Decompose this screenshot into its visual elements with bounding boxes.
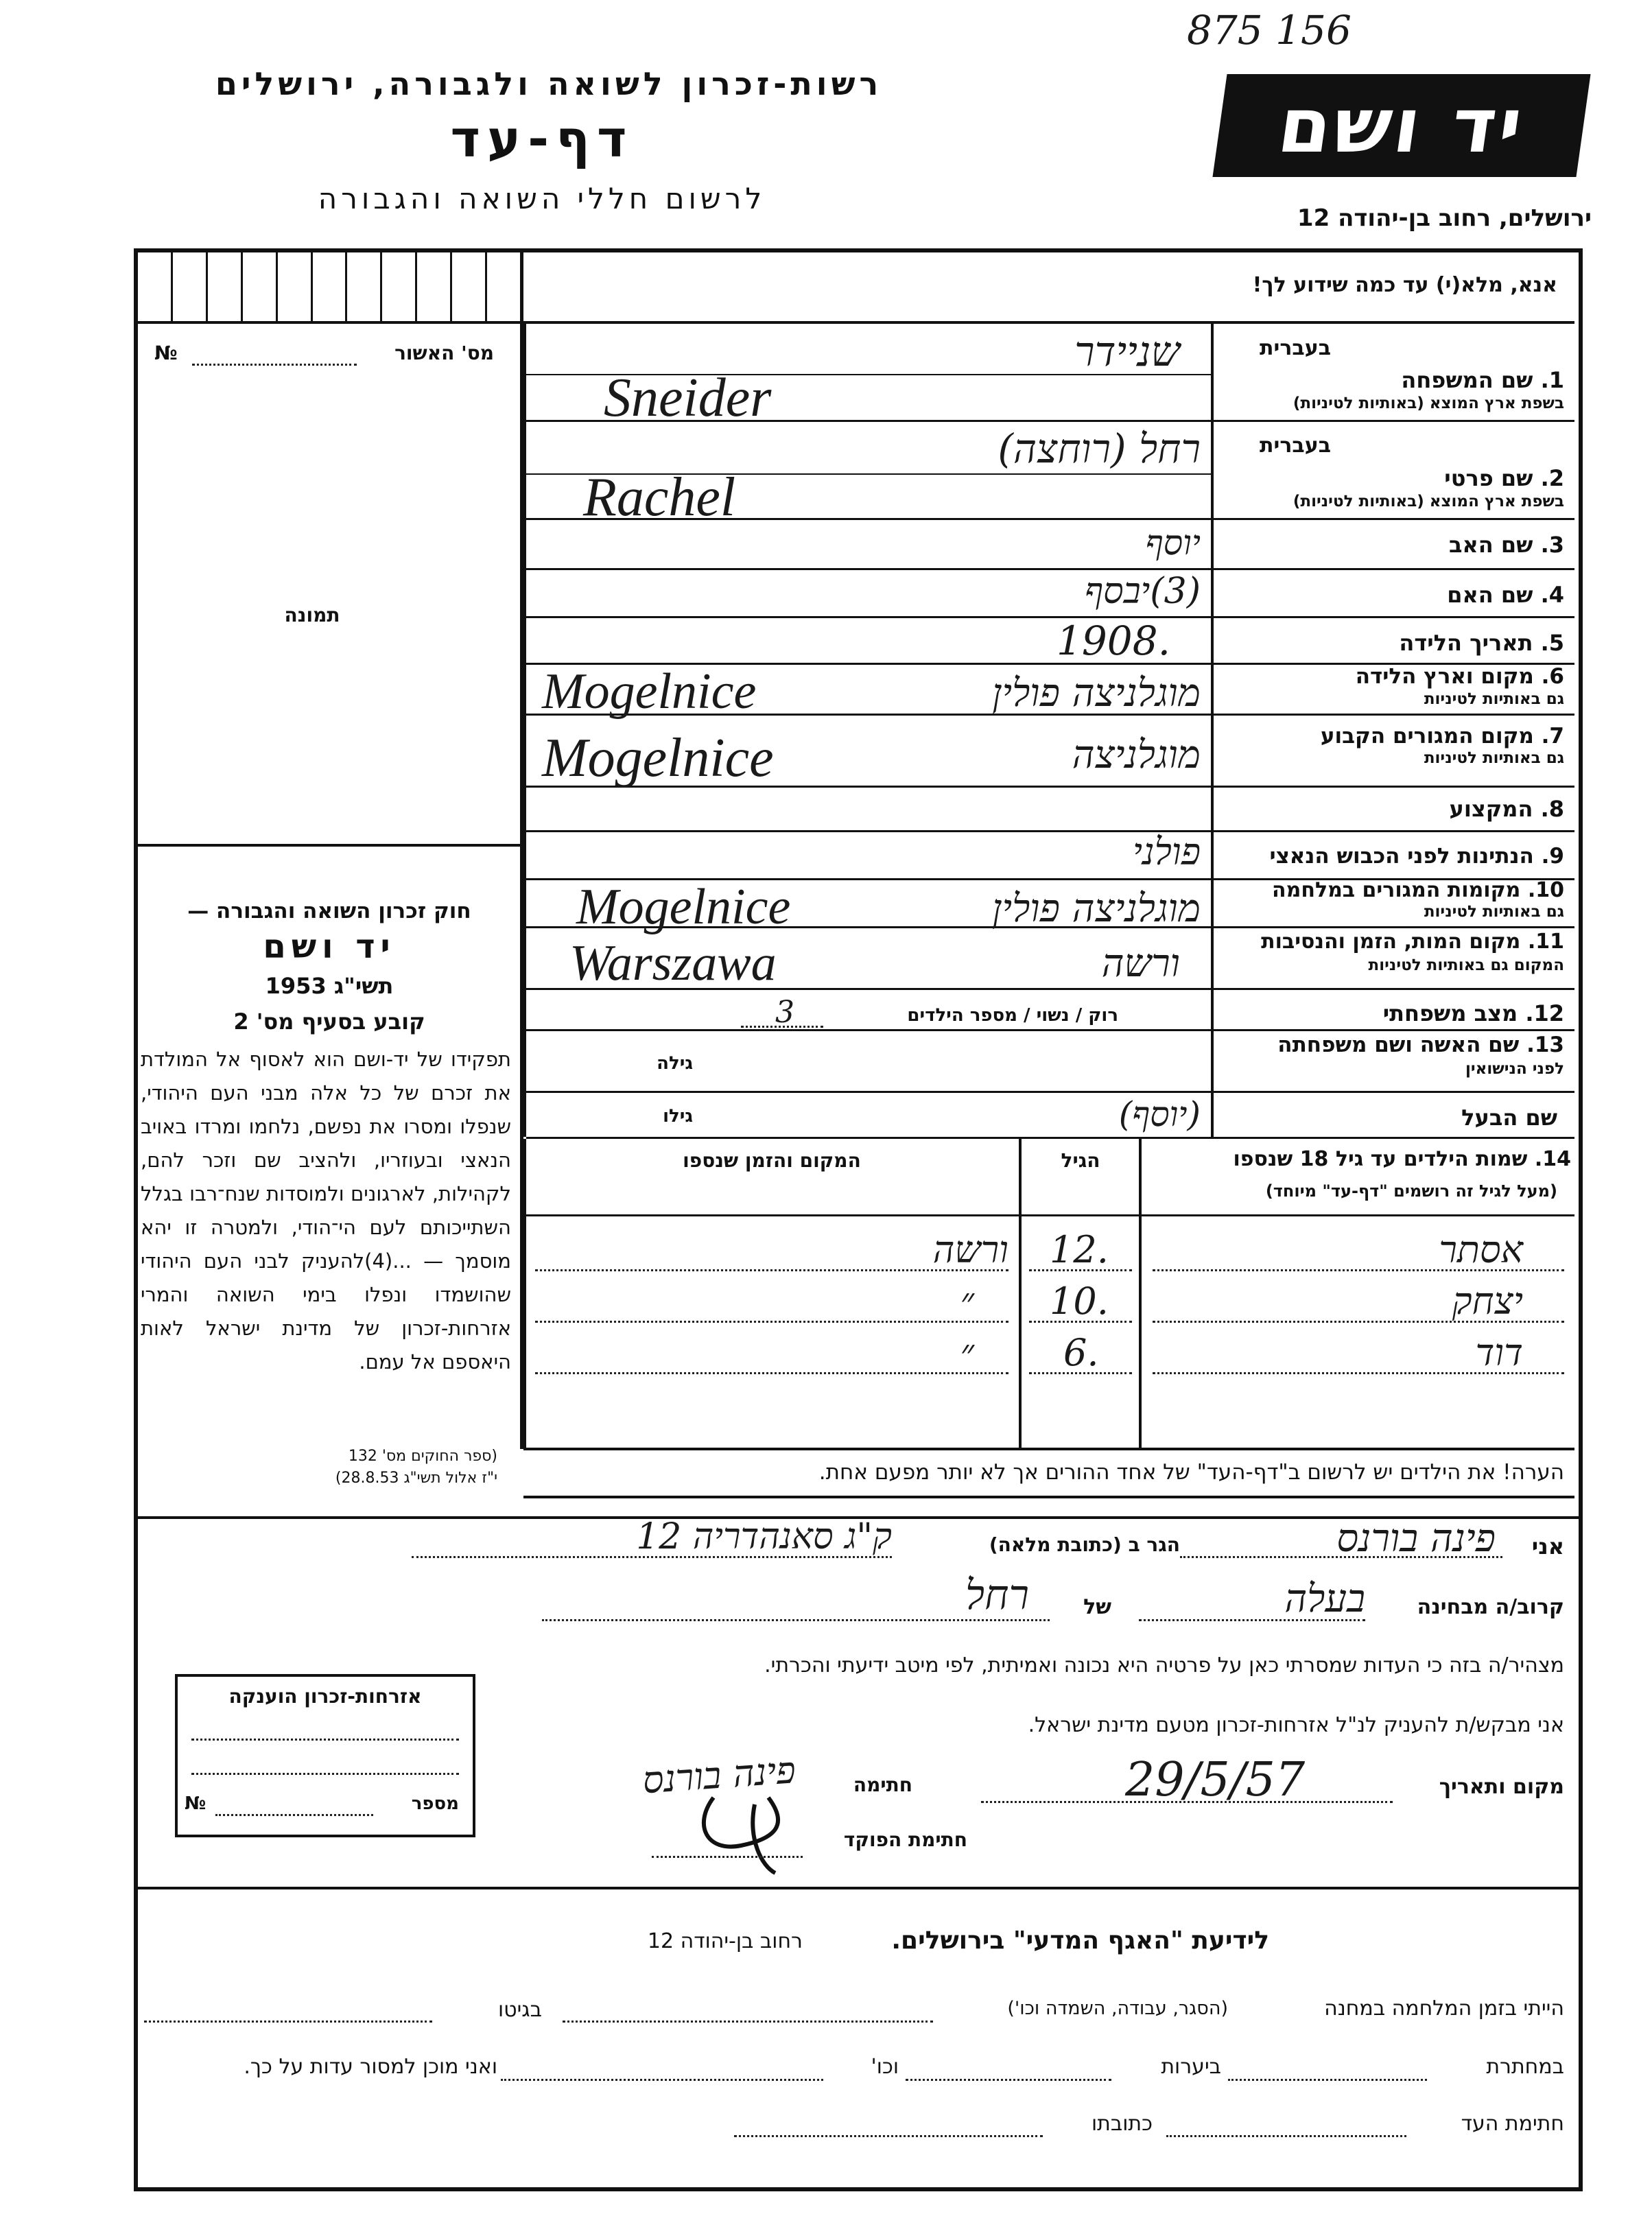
- decl-i-label: אני: [1531, 1533, 1564, 1559]
- field-2-note: בשפת ארץ המוצא (באותיות לטיניות): [1293, 493, 1564, 510]
- field-9-label: 9. הנתינות לפני הכבוש הנאצי: [1269, 844, 1564, 869]
- decl-residing-label: הגר ב (כתובת מלאה): [989, 1533, 1180, 1556]
- citizenship-number-label: מספר: [411, 1793, 459, 1814]
- field-7-value: מוגלניצה: [1072, 733, 1201, 777]
- footer-notice-address: רחוב בן-יהודה 12: [647, 1929, 803, 1953]
- field-6-latin-value: Mogelnice: [542, 663, 757, 720]
- field-11-latin-value: Warszawa: [569, 935, 777, 991]
- field-2-lang-label: בעברית: [1260, 434, 1331, 458]
- field-13-label: 13. שם האשה ושם משפחתה: [1277, 1033, 1564, 1057]
- law-year: תשי"ג 1953: [265, 973, 394, 999]
- field-1-label: 1. שם המשפחה: [1401, 367, 1564, 393]
- decl-relation-value: בעלה: [1284, 1577, 1365, 1621]
- child-3-name: דוד: [1475, 1331, 1523, 1374]
- archive-number: 875 156: [1187, 7, 1352, 54]
- husband-age-label: גילו: [663, 1106, 693, 1127]
- field-7-note: גם באותיות לטיניות: [1424, 749, 1564, 767]
- field-10-latin-value: Mogelnice: [576, 879, 791, 935]
- field-12-marital-options: רוק / נשוי / מספר הילדים: [907, 1005, 1118, 1026]
- children-age-header: הגיל: [1061, 1149, 1100, 1172]
- decl-statement: מצהיר/ה בזה כי העדות שמסרתי כאן על פרטיה היא נכונה ואמיתית, לפי מיטב ידיעתי והכרתי.: [764, 1653, 1564, 1677]
- footer-line2-b: ביערות: [1161, 2055, 1221, 2079]
- header-address: ירושלים, רחוב בן-יהודה 12: [1297, 204, 1592, 232]
- decl-i-value: פינה בורנס: [1336, 1516, 1496, 1561]
- form-intro: אנא, מלא(י) עד כמה שידוע לך!: [1252, 273, 1557, 297]
- decl-of-label: של: [1083, 1595, 1111, 1619]
- child-3-age: 6.: [1063, 1331, 1099, 1374]
- field-7-label: 7. מקום המגורים הקבוע: [1320, 724, 1564, 749]
- approval-ticks: [138, 252, 520, 324]
- footer-line2-a: במחתרת: [1486, 2055, 1564, 2079]
- footer-line2-c: וכו': [871, 2055, 899, 2079]
- citizenship-box: [175, 1674, 475, 1837]
- child-3-place: ״: [960, 1331, 974, 1374]
- child-2-name: יצחק: [1452, 1280, 1523, 1323]
- law-section: קובע בסעיף מס' 2: [233, 1009, 425, 1035]
- field-6-note: גם באותיות לטיניות: [1424, 690, 1564, 708]
- decl-of-value: רחל: [965, 1571, 1029, 1619]
- law-name: יד ושם: [263, 928, 396, 966]
- field-10-note: גם באותיות לטיניות: [1424, 903, 1564, 921]
- field-10-value: מוגלניצה פולין: [992, 886, 1201, 931]
- approval-no-mark: №: [154, 342, 178, 364]
- field-11-label: 11. מקום המות, הזמן והנסיבות: [1261, 930, 1564, 954]
- field-5-value: 1908.: [1057, 617, 1171, 664]
- field-12-children-count: 3: [775, 995, 794, 1030]
- decl-address-value: ק"ג סאנהדריה 12: [636, 1516, 892, 1557]
- law-text: תפקידו של יד-ושם הוא לאסוף אל המולדת את זכרם של כל אלה מבני העם היהודי, שנפלו ומסרו את נפשם, נלחמו ומרדו באויב הנאצי ובעוזריו, ולהציב שם וזכר להם, לקהילות, לארגונים ולמוסדות שנח־רבו בגלל השתייכותם לעם הי־הודי, ולמטרה זו יהא מוסמך — ...(4)להעניק לבני העם היהודי שהושמדו ונפלו בימי השואה והמרי אזרחות-זכרון של מדינת ישראל לאות היאספם אל עמם.: [141, 1048, 511, 1374]
- decl-officer-signature-label: חתימת הפוקד: [843, 1828, 967, 1851]
- citizenship-number-mark: №: [185, 1793, 206, 1814]
- field-13-note: לפני הנישואין: [1465, 1060, 1564, 1078]
- child-2-place: ״: [960, 1280, 974, 1323]
- logo-text: יד ושם: [1273, 82, 1531, 169]
- field-6-value: מוגלניצה פולין: [992, 671, 1201, 716]
- officer-signature-icon: [686, 1784, 823, 1880]
- law-ref-1: (ספר החוקים מס' 132: [348, 1448, 497, 1465]
- children-header-note: (מעל לגיל זה רושמים "דף-עד" מיוחד): [1265, 1181, 1557, 1201]
- photo-label: תמונה: [284, 604, 340, 626]
- decl-signature-label: חתימה: [853, 1774, 912, 1796]
- form-subtitle: לרשום חללי השואה והגבורה: [318, 182, 766, 215]
- law-title: חוק זכרון השואה והגבורה —: [187, 899, 471, 923]
- children-note: הערה! את הילדים יש לרשום ב"דף-העד" של אחד ההורים אך לא יותר מפעם אחת.: [818, 1460, 1564, 1485]
- children-place-header: המקום והזמן שנספו: [683, 1149, 861, 1172]
- footer-line1-b: (הסגר, עבודה, השמדה וכו'): [1007, 1998, 1228, 2019]
- footer-line1-c: בגיטו: [497, 1998, 542, 2022]
- field-11-value: ורשה: [1101, 941, 1180, 986]
- law-ref-2: י"ז אלול תשי"ג 28.8.53): [335, 1470, 497, 1487]
- child-2-age: 10.: [1050, 1280, 1109, 1323]
- decl-date-value: 29/5/57: [1125, 1753, 1306, 1807]
- authority-name: רשות-זכרון לשואה ולגבורה, ירושלים: [215, 65, 883, 102]
- field-4-value: (3)יבסף: [1085, 571, 1201, 612]
- child-1-name: אסתר: [1439, 1228, 1523, 1271]
- footer-notice-title: לידיעת "האגף המדעי" בירושלים.: [891, 1927, 1269, 1955]
- field-8-label: 8. המקצוע: [1449, 796, 1564, 822]
- footer-line2-d: ואני מוכן למסור עדות על כך.: [244, 2055, 497, 2079]
- form-title: דף-עד: [450, 110, 634, 169]
- child-1-place: ורשה: [932, 1228, 1008, 1271]
- field-3-label: 3. שם האב: [1448, 532, 1564, 558]
- footer-line3-b: כתובתו: [1092, 2112, 1153, 2136]
- field-10-label: 10. מקומות המגורים במלחמה: [1272, 878, 1564, 902]
- field-9-value: פולני: [1132, 830, 1201, 873]
- footer-line3-a: חתימת העד: [1461, 2112, 1564, 2136]
- decl-signature-value: פינה בורנס: [641, 1748, 797, 1802]
- children-header: 14. שמות הילדים עד גיל 18 שנספו: [1233, 1147, 1571, 1171]
- field-2-latin-value: Rachel: [583, 467, 736, 528]
- approval-label: מס' האשור: [394, 342, 494, 364]
- field-7-latin-value: Mogelnice: [542, 728, 774, 788]
- field-12-label: 12. מצב משפחתי: [1382, 1000, 1564, 1026]
- citizenship-box-title: אזרחות-זכרון הוענקה: [228, 1685, 422, 1708]
- field-4-label: 4. שם האם: [1447, 582, 1564, 608]
- field-1-latin-value: Sneider: [604, 368, 772, 428]
- child-1-age: 12.: [1050, 1228, 1109, 1271]
- field-3-value: יוסף: [1145, 523, 1201, 563]
- field-5-label: 5. תאריך הלידה: [1399, 630, 1564, 656]
- decl-relative-label: קרוב/ה מבחינה: [1417, 1595, 1564, 1619]
- field-1-lang-label: בעברית: [1260, 336, 1331, 360]
- footer-line1-a: הייתי בזמן המלחמה במחנה: [1324, 1996, 1564, 2021]
- field-2-hebrew-value: רחל (רוחצה): [998, 425, 1201, 472]
- field-1-hebrew-value: שניידר: [1074, 328, 1180, 376]
- field-11-note: המקום גם באותיות לטיניות: [1368, 956, 1564, 974]
- husband-value: (יוסף): [1118, 1094, 1201, 1134]
- field-1-note: בשפת ארץ המוצא (באותיות לטיניות): [1293, 394, 1564, 412]
- decl-request: אני מבקש/ת להעניק לנ"ל אזרחות-זכרון מטעם מדינת ישראל.: [1028, 1713, 1564, 1737]
- husband-label: שם הבעל: [1461, 1105, 1557, 1131]
- officer-signature-scribble: [686, 1784, 823, 1880]
- field-2-label: 2. שם פרטי: [1444, 465, 1564, 491]
- field-6-label: 6. מקום וארץ הלידה: [1355, 664, 1564, 689]
- field-13-age-label: גילה: [657, 1053, 693, 1074]
- yad-vashem-logo: [1212, 74, 1590, 177]
- decl-place-date-label: מקום ותאריך: [1439, 1775, 1564, 1799]
